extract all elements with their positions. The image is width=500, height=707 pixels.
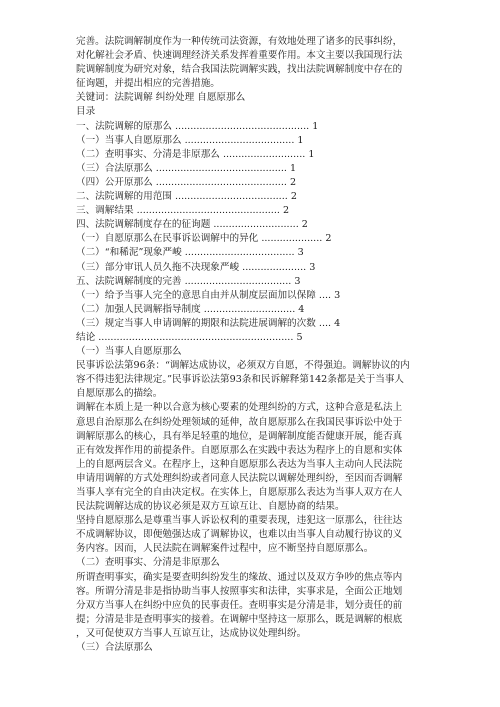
toc-entry[interactable]: （一）自愿原那么在民事诉讼调解中的异化 .................... 2 [76, 233, 332, 245]
toc-entry[interactable]: （三）部分审讯人员久拖不决现象严峻 ..................... 3 [76, 261, 316, 273]
section-heading-text: （二）查明事实、分清是非原那么 [76, 557, 220, 569]
body-line: 所谓查明事实，确实是要查明纠纷发生的缘故、通过以及双方争吵的焦点等内 [76, 571, 403, 583]
toc-entry[interactable]: （二）“和稀泥”现象严峻 .................................... 3 [76, 247, 304, 259]
section-heading-text: （一）当事人自愿原那么 [76, 346, 182, 358]
intro-line: 征询题，并提出相应的完善措施。 [76, 78, 220, 90]
body-paragraph [76, 401, 426, 514]
section-heading [76, 345, 426, 359]
toc-entry[interactable]: 四、法院调解制度存在的征询题 ............................ 2 [76, 219, 308, 231]
toc-entry[interactable]: 二、法院调解的用范围 ..................................... 2 [76, 191, 297, 203]
body-line: 坚持自愿原那么是尊重当事人诉讼权利的重要表现，违犯这一原那么，往往达 [76, 515, 403, 527]
section-heading [76, 556, 426, 570]
toc-entry[interactable]: 五、法院调解制度的完善 ................................... 3 [76, 275, 301, 287]
toc-entry[interactable]: 一、法院调解的原那么 ............................................ 1 [76, 120, 319, 132]
toc-entry[interactable]: 结论 ................................................................ 5 [76, 331, 303, 343]
intro-line: 对化解社会矛盾、快速调理经济关系发挥着重要作用。本文主要以我国现行法 [76, 50, 403, 62]
body-line: ，又可促使双方当事人互谅互让，达成协议处理纠纷。 [76, 627, 307, 639]
toc-entry[interactable]: （三）合法原那么 ........................................... 1 [76, 162, 297, 174]
body-paragraph [76, 514, 426, 556]
body-line: 上的自愿两层含义。在程序上，这种自愿原那么表达为当事人主动向人民法院 [76, 458, 403, 470]
toc-entry[interactable]: （二）加强人民调解指导制度 .............................. 4 [76, 303, 305, 315]
intro-line: 完善。法院调解制度作为一种传统司法资源，有效地处理了诸多的民事纠纷， [76, 36, 403, 47]
body-line: 当事人享有完全的自由决定权。在实体上，自愿原那么表达为当事人双方在人 [76, 487, 403, 498]
keywords-text: 关键词：法院调解 纠纷处理 自愿原那么 [76, 92, 246, 104]
body-line: 民法院调解达成的协议必须是双方互谅互让、自愿协商的结果。 [76, 501, 345, 513]
intro-paragraph [76, 35, 426, 91]
table-of-contents [76, 120, 426, 346]
body-line: 意思自治原那么在纠纷处理领域的延伸，故自愿原那么在我国民事诉讼中处于 [76, 416, 403, 428]
body-line: 容不得违犯法律规定。”民事诉讼法第93条和民诉解释第142条都是关于当事人 [76, 374, 405, 386]
intro-line: 院调解制度为研究对象，结合我国法院调解实践，找出法院调解制度中存在的 [76, 64, 403, 76]
body-line: 正有效发挥作用的前提条件。自愿原那么在实践中表达为程序上的自愿和实体 [76, 444, 403, 456]
body-line: 民事诉讼法第96条：“调解达成协议，必须双方自愿，不得强迫。调解协议的内 [76, 360, 410, 372]
body-line: 申请用调解的方式处理纠纷或者同意人民法院以调解处理纠纷，至因而否调解 [76, 472, 403, 484]
body-paragraph [76, 571, 426, 641]
keywords-line [76, 91, 426, 105]
body-line: 提；分清是非是查明事实的接着。在调解中坚持这一原那么，既是调解的根底 [76, 613, 403, 625]
toc-entry[interactable]: （四）公开原那么 ........................................... 2 [76, 176, 297, 188]
body-line: 分双方当事人在纠纷中应负的民事责任。查明事实是分清是非，划分责任的前 [76, 599, 403, 611]
body-line: 调解原那么的核心，具有举足轻重的地位，是调解制度能否健康开展，能否真 [76, 430, 403, 442]
body-line: 不成调解协议，即便勉强达成了调解协议，也难以由当事人自动履行协议的义 [76, 529, 403, 541]
toc-entry[interactable]: （三）规定当事人申请调解的期限和法院进展调解的次数 .... 4 [76, 317, 341, 329]
toc-entry[interactable]: （一）给予当事人完全的意思自由并从制度层面加以保障 .... 3 [76, 289, 341, 301]
toc-entry[interactable]: （一）当事人自愿原那么 .................................... 1 [76, 134, 304, 146]
body-line: 自愿原那么的描绘。 [76, 388, 163, 400]
body-line: 调解在本质上是一种以合意为核心要素的处理纠纷的方式，这种合意是私法上 [76, 402, 403, 414]
toc-entry[interactable]: 三、调解结果 ............................................... 2 [76, 205, 290, 217]
toc-title [76, 105, 426, 119]
toc-entry[interactable]: （二）查明事实、分清是非原那么 ........................... 1 [76, 148, 315, 160]
body-paragraph [76, 359, 426, 401]
toc-title-text: 目录 [76, 106, 96, 118]
section-heading [76, 641, 426, 655]
body-line: 务内容。因而，人民法院在调解案件过程中，应不断坚持自愿原那么。 [76, 543, 374, 555]
body-line: 容。所谓分清是非是指协助当事人按照事实和法律，实事求是，全面公正地划 [76, 585, 403, 597]
section-heading-text: （三）合法原那么 [76, 642, 153, 654]
